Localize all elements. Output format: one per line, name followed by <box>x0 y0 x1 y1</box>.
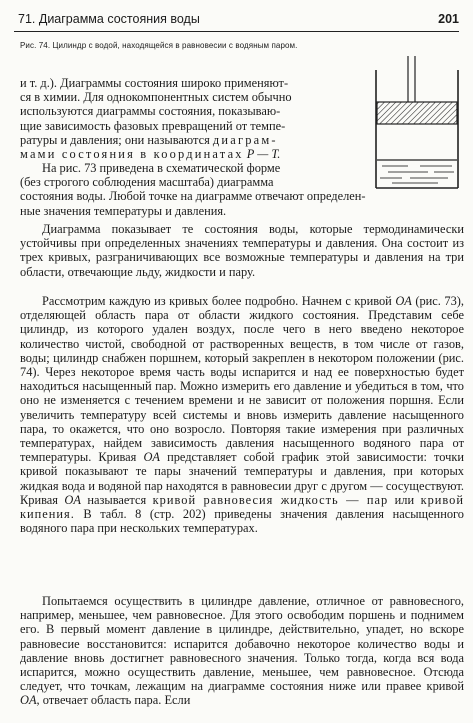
curve-label: OA <box>395 294 412 308</box>
paragraph-text: В табл. 8 (стр. 202) приведены значения давления насыщенного водяного пара при нескольких температурах. <box>20 507 464 536</box>
paragraph-pressure <box>20 594 464 708</box>
spaced-term: мами состояния в координатах <box>20 147 244 162</box>
text-line: щие зависимость фазовых превращений от темпе- <box>20 118 286 133</box>
header-rule <box>14 31 459 32</box>
text-line: и т. д.). Диаграммы состояния широко применяют- <box>20 76 289 90</box>
text-line: состояния воды. Любой точке на диаграмме отвечают определен- <box>20 189 366 204</box>
page-header <box>14 12 459 32</box>
paragraph-text: Диаграмма показывает те состояния воды, которые термодинамически устойчивы при определенных значениях температуры и давления. Она состоит из трех кривых, разграничивающих все возможные температуры и давления на три области, отвечающие льду, жидкости и пару. <box>20 222 464 279</box>
text-line: ся в химии. Для однокомпонентных систем обычно <box>20 90 292 105</box>
curve-label: OA <box>20 693 37 708</box>
text-line: ратуры и давления; они называются <box>20 132 210 147</box>
curve-label: OA <box>143 450 160 465</box>
paragraph-text: или <box>394 492 415 507</box>
text-line: ные значения температуры и давления. <box>20 203 227 218</box>
piston <box>377 102 457 124</box>
paragraph-text: Рассмотрим каждую из кривых более подробно. Начнем с кривой <box>42 294 392 308</box>
paragraph-text: называется <box>87 492 147 507</box>
spaced-term: кривой кипения. <box>20 492 465 522</box>
curve-label: OA <box>64 492 81 507</box>
spaced-term: кривой равновесия жидкость — пар <box>152 492 389 507</box>
coordinates-label: P — T. <box>246 147 281 162</box>
paragraph-text: , отвечает область пара. Если <box>36 693 191 708</box>
paragraph-text: (рис. 73), отделяющей область пара от области жидкого состояния. Представим себе цилиндр, из которого удален воздух, после чего в него введено некоторое количество чистой, свободной от растворенных веществ, в том числе от газов, воды; цилиндр снабжен поршнем, который закреплен в некотором положении (рис. 74). Через некоторое время часть воды испарится и над ее поверхностью будет находиться насыщенный пар. Можно измерить его давление и убедиться в том, что оно не изменяется с течением времени и не зависит от положения поршня. Если увеличить температуру всей системы и вновь измерить давление насыщенного пара, то окажется, что оно возросло. Повторяя такие измерения при различных температурах, найдем зависимость давления насыщенного водяного пара от температуры. Кривая <box>20 294 464 465</box>
paragraph-curve-oa <box>20 294 464 535</box>
paragraph-diagram-shows <box>20 222 464 279</box>
figure-caption: Рис. 74. Цилиндр с водой, находящейся в равновесии с водяным паром. <box>20 41 298 50</box>
paragraph-text: представляет собой график этой зависимости: точки кривой показывают те пары значений температуры и давления, при которых жидкая вода и водяной пар находятся в равновесии друг с другом — сосуществуют. Кривая <box>20 450 464 507</box>
page-number: 201 <box>438 12 459 26</box>
text-line: используются диаграммы состояния, показываю- <box>20 104 281 119</box>
paragraph-figure-73 <box>20 161 464 218</box>
section-title: 71. Диаграмма состояния воды <box>18 12 200 26</box>
spaced-term: диаграм- <box>212 132 278 147</box>
text-line: (без строгого соблюдения масштаба) диаграмма <box>20 175 274 190</box>
paragraph-diagrams-intro <box>20 76 360 161</box>
paragraph-text: Попытаемся осуществить в цилиндре давление, отличное от равновесного, например, меньшее, чем равновесное. Для этого освободим поршень и поднимем его. В первый момент давление в цилиндре, действительно, упадет, но вскоре равновесие восстановится: испарится добавочно некоторое количество воды и давление вновь достигнет равновесного значения. Только тогда, когда вся вода испарится, можно осуществить давление, меньшее, чем равновесное. Отсюда следует, что точкам, лежащим на диаграмме состояния ниже или правее кривой <box>20 594 464 694</box>
text-line: На рис. 73 приведена в схематической форме <box>42 161 281 175</box>
